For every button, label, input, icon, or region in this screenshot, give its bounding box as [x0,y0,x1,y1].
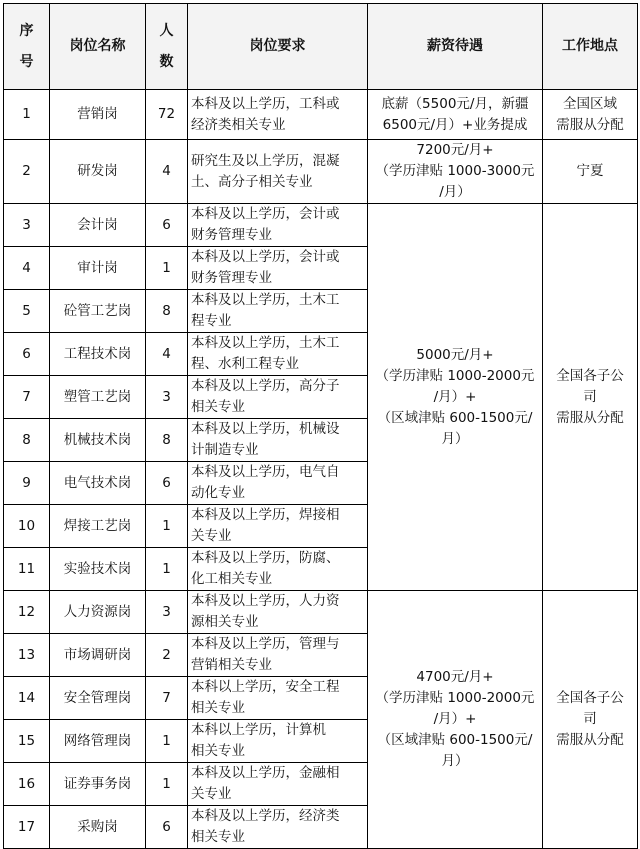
requirement-line: 程、水利工程专业 [191,356,299,372]
location-line: 需服从分配 [556,409,624,426]
header-requirement: 岗位要求 [188,4,368,90]
requirement-line: 源相关专业 [191,614,259,630]
row-requirement [188,806,368,849]
row-requirement [188,140,368,204]
salary-line: 5000元/月+ [416,346,494,363]
requirement-line: 程专业 [191,313,232,329]
salary-line: 月） [441,430,469,447]
requirement-line: 计制造专业 [191,442,259,458]
salary-line: （学历津贴 1000-2000元 [375,367,535,384]
row-requirement [188,419,368,462]
row-seq: 10 [4,505,50,548]
location-line: 需服从分配 [556,116,624,133]
requirement-line: 研究生及以上学历，混凝 [191,152,340,169]
row-requirement [188,548,368,591]
row-requirement [188,204,368,247]
requirement-line: 本科及以上学历，土木工 [191,292,340,308]
row-position: 工程技术岗 [50,333,146,376]
salary-line: （区域津贴 600-1500元/ [377,732,533,748]
requirement-line: 土、高分子相关专业 [191,173,313,190]
row-seq: 13 [4,634,50,677]
row-count: 1 [146,763,188,806]
location-cell [543,204,638,591]
salary-cell [368,204,543,591]
requirement-line: 本科及以上学历，会计或 [191,206,340,222]
requirement-line: 营销相关专业 [191,657,272,673]
requirement-line: 经济类相关专业 [191,116,286,133]
requirement-line: 本科及以上学历，土木工 [191,335,340,351]
row-seq: 11 [4,548,50,591]
row-count: 4 [146,333,188,376]
row-requirement [188,462,368,505]
row-seq: 5 [4,290,50,333]
row-count: 3 [146,376,188,419]
salary-line: （区域津贴 600-1500元/ [377,409,533,426]
row-position: 安全管理岗 [50,677,146,720]
row-position: 砼管工艺岗 [50,290,146,333]
row-position: 证券事务岗 [50,763,146,806]
requirement-line: 本科及以上学历，人力资 [191,593,340,609]
row-requirement [188,333,368,376]
header-row [4,4,638,90]
row-position: 焊接工艺岗 [50,505,146,548]
row-count: 6 [146,462,188,505]
location-cell [543,90,638,140]
table-row [4,204,638,247]
row-seq: 4 [4,247,50,290]
requirement-line: 本科以上学历，计算机 [191,722,326,738]
table-row [4,140,638,204]
row-count: 8 [146,419,188,462]
header-count: 人 数 [146,4,188,90]
header-seq: 序 号 [4,4,50,90]
salary-line: /月） [439,184,471,200]
row-position: 审计岗 [50,247,146,290]
requirement-line: 本科及以上学历，管理与 [191,636,340,652]
row-count: 1 [146,548,188,591]
row-requirement [188,247,368,290]
row-count: 1 [146,247,188,290]
salary-line: 底薪（5500元/月，新疆 [381,95,529,112]
salary-line: （学历津贴 1000-3000元 [375,163,535,179]
row-seq: 14 [4,677,50,720]
requirement-line: 相关专业 [191,829,245,845]
salary-line: /月）+ [433,388,477,405]
salary-line: 7200元/月+ [416,142,494,158]
location-line: 司 [583,711,597,727]
header-position: 岗位名称 [50,4,146,90]
row-seq: 8 [4,419,50,462]
row-requirement [188,634,368,677]
header-location: 工作地点 [543,4,638,90]
row-seq: 12 [4,591,50,634]
row-requirement [188,720,368,763]
recruitment-table [3,3,638,849]
row-position: 实验技术岗 [50,548,146,591]
location-line: 需服从分配 [556,732,624,748]
row-position: 网络管理岗 [50,720,146,763]
location-line: 宁夏 [576,163,604,179]
table-body [4,90,638,849]
row-requirement [188,677,368,720]
requirement-line: 相关专业 [191,700,245,716]
row-count: 8 [146,290,188,333]
requirement-line: 财务管理专业 [191,270,272,286]
requirement-line: 本科及以上学历，机械设 [191,421,340,437]
requirement-line: 本科及以上学历，工科或 [191,95,340,112]
requirement-line: 本科及以上学历，会计或 [191,249,340,265]
requirement-line: 本科以上学历，安全工程 [191,679,340,695]
row-requirement [188,763,368,806]
location-line: 全国各子公 [556,690,624,706]
row-seq: 1 [4,90,50,140]
header-salary: 薪资待遇 [368,4,543,90]
row-requirement [188,90,368,140]
row-seq: 2 [4,140,50,204]
row-count: 2 [146,634,188,677]
salary-line: 4700元/月+ [416,669,494,685]
row-requirement [188,591,368,634]
row-count: 72 [146,90,188,140]
row-count: 1 [146,505,188,548]
salary-cell [368,591,543,849]
salary-line: /月）+ [433,711,477,727]
salary-line: （学历津贴 1000-2000元 [375,690,535,706]
row-seq: 3 [4,204,50,247]
requirement-line: 关专业 [191,528,232,544]
row-position: 研发岗 [50,140,146,204]
row-seq: 17 [4,806,50,849]
row-seq: 9 [4,462,50,505]
table-row [4,591,638,634]
salary-cell [368,140,543,204]
requirement-line: 本科及以上学历，焊接相 [191,507,340,523]
row-seq: 15 [4,720,50,763]
row-position: 人力资源岗 [50,591,146,634]
row-requirement [188,505,368,548]
row-count: 7 [146,677,188,720]
salary-line: 6500元/月）+业务提成 [382,116,528,133]
requirement-line: 相关专业 [191,399,245,415]
row-position: 塑管工艺岗 [50,376,146,419]
requirement-line: 财务管理专业 [191,227,272,243]
row-position: 市场调研岗 [50,634,146,677]
salary-cell [368,90,543,140]
row-count: 4 [146,140,188,204]
row-position: 采购岗 [50,806,146,849]
row-count: 6 [146,204,188,247]
row-position: 会计岗 [50,204,146,247]
row-count: 6 [146,806,188,849]
row-seq: 16 [4,763,50,806]
table-row [4,90,638,140]
row-position: 机械技术岗 [50,419,146,462]
row-count: 3 [146,591,188,634]
requirement-line: 本科及以上学历，防腐、 [191,550,340,566]
location-cell [543,140,638,204]
requirement-line: 化工相关专业 [191,571,272,587]
location-line: 全国各子公 [556,367,624,384]
location-line: 司 [583,388,597,405]
requirement-line: 动化专业 [191,485,245,501]
requirement-line: 关专业 [191,786,232,802]
location-cell [543,591,638,849]
requirement-line: 本科及以上学历，高分子 [191,378,340,394]
requirement-line: 本科及以上学历，金融相 [191,765,340,781]
requirement-line: 相关专业 [191,743,245,759]
row-seq: 6 [4,333,50,376]
row-requirement [188,376,368,419]
salary-line: 月） [441,753,469,769]
location-line: 全国区域 [563,95,617,112]
row-position: 电气技术岗 [50,462,146,505]
requirement-line: 本科及以上学历，经济类 [191,808,340,824]
requirement-line: 本科及以上学历，电气自 [191,464,340,480]
row-position: 营销岗 [50,90,146,140]
row-seq: 7 [4,376,50,419]
row-requirement [188,290,368,333]
row-count: 1 [146,720,188,763]
